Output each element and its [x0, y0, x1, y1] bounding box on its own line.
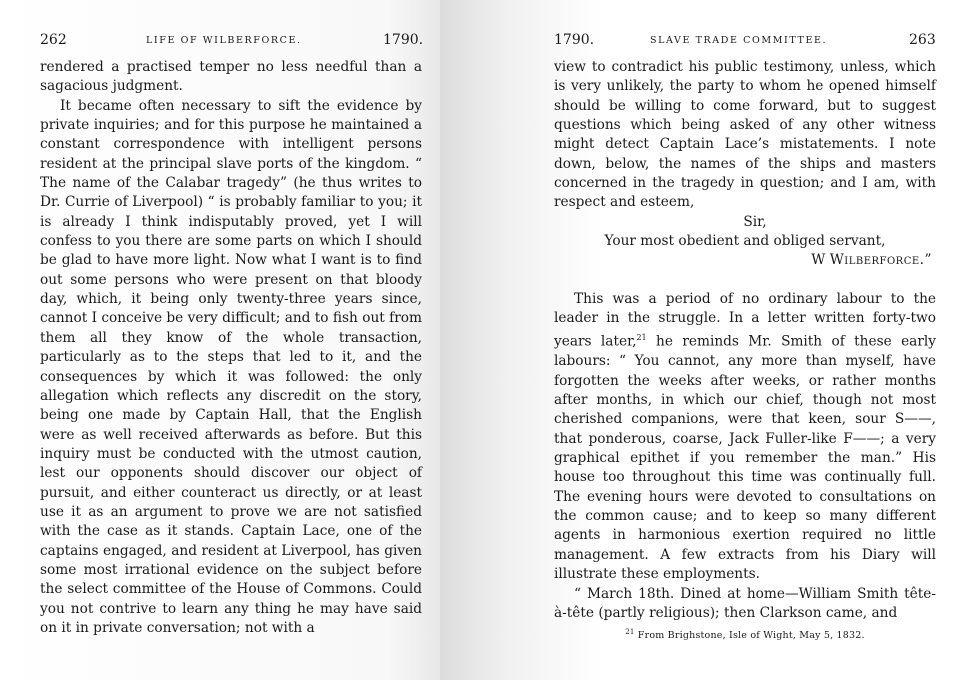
paragraph: view to contradict his public testimony, unless, which is very unlikely, the party to whom he opened himself should be willing to come forward, but to suggest questions which being asked of any other witness might detect Captain Lace’s mistatements. I note down, below, the names of the ships and masters concerned in the tragedy in question; and I am, with respect and esteem, — [554, 59, 936, 211]
paragraph — [554, 290, 936, 585]
header-year: 1790. — [554, 32, 595, 48]
signature-name: Wilberforce.” — [829, 252, 932, 269]
paragraph: rendered a practised temper no less needful than a sagacious judgment. — [40, 59, 422, 95]
right-page-header — [554, 32, 934, 58]
paragraph: “ March 18th. Dined at home—William Smith tête-à-tête (partly religious); then Clarkson came, and — [554, 585, 936, 621]
letter-closing: Your most obedient and obliged servant, — [604, 233, 886, 250]
right-page-body — [554, 58, 936, 646]
letter-signature — [554, 251, 936, 270]
page-number: 263 — [909, 32, 936, 48]
paragraph-text: This was a period of no ordinary labour to the leader in the struggle. In a letter written forty-two years later, — [554, 290, 936, 351]
left-page-header — [40, 32, 424, 58]
running-head: SLAVE TRADE COMMITTEE. — [650, 35, 828, 46]
left-page-body — [40, 58, 422, 638]
right-page — [440, 0, 980, 680]
paragraph-text-continued: he reminds Mr. Smith of these early labours: “ You cannot, any more than myself, have forgotten the weeks after weeks, or rather months after months, in which our chief, though not most cherished companions, were that keen, sour S——, that ponderous, coarse, Jack Fuller-like F——; a very graphical epithet if you remember the man.” His house too throughout this time was continually full. The evening hours were devoted to consultations on the common cause; and to keep so many different agents in harmonious exertion required no little management. A few extracts from his Diary will illustrate these employments. — [554, 334, 936, 583]
signature-initial: W — [811, 252, 826, 269]
left-page — [0, 0, 440, 680]
header-year: 1790. — [383, 32, 424, 48]
paragraph: It became often necessary to sift the evidence by private inquiries; and for this purpose he maintained a constant correspondence with intelligent persons resident at the principal slave ports of the kingdom. “ The name of the Calabar tragedy” (he thus writes to Dr. Currie of Liverpool) “ is probably familiar to you; it is already I think indisputably proved, yet I will confess to you there are some parts on which I should be glad to have more light. Now what I want is to find out some persons who were present on that bloody day, which, it being only twenty-three years since, cannot I conceive be very difficult; and to fish out from them all they know of the whole transaction, particularly as to the steps that led to it, and the consequences by which it was followed: the only allegation which reflects any discredit on the story, being one made by Captain Hall, that the English were as well received afterwards as before. But this inquiry must be conducted with the utmost caution, lest our opponents should discover our object of pursuit, and either counteract us directly, or at least use it as an argument to prove we are not satisfied with the case as it stands. Captain Lace, one of the captains engaged, and resident at Liverpool, has given some most irrational evidence on the subject before the select committee of the House of Commons. Could you not contrive to learn any thing he may have said on it in private conversation; not with a — [40, 97, 422, 636]
running-head: LIFE OF WILBERFORCE. — [146, 35, 302, 46]
footnote-mark: 21 — [625, 628, 635, 637]
page-number: 262 — [40, 32, 67, 48]
footnote-text: From Brighstone, Isle of Wight, May 5, 1832. — [637, 630, 865, 642]
footnote — [554, 623, 936, 646]
letter-salutation: Sir, — [743, 213, 767, 230]
footnote-reference: 21 — [636, 333, 647, 343]
